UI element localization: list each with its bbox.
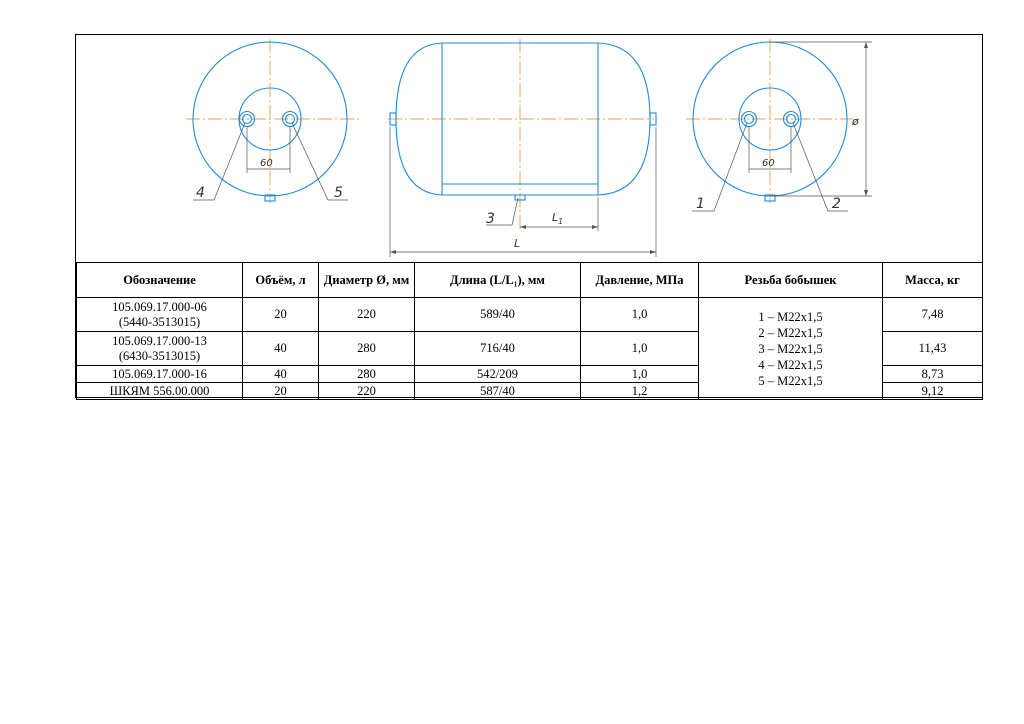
thread-item: 3 – М22х1,5 (758, 341, 823, 356)
cell-designation: ШКЯМ 556.00.000 (77, 383, 243, 400)
cell-volume: 20 (243, 298, 319, 332)
cell-designation: 105.069.17.000-06 (5440-3513015) (77, 298, 243, 332)
thread-item: 1 – М22х1,5 (758, 309, 823, 324)
cell-mass: 8,73 (883, 366, 983, 383)
cell-volume: 40 (243, 366, 319, 383)
cell-volume: 20 (243, 383, 319, 400)
thread-item: 5 – М22х1,5 (758, 373, 823, 388)
technical-drawing (76, 35, 982, 262)
cell-length: 589/40 (415, 298, 581, 332)
cell-length: 716/40 (415, 332, 581, 366)
side-view (388, 39, 656, 257)
left-end-view (186, 39, 361, 203)
table-row (77, 298, 983, 332)
callout-5: 5 (334, 185, 343, 201)
cell-pressure: 1,0 (581, 332, 699, 366)
cell-diameter: 220 (319, 298, 415, 332)
cell-length: 542/209 (415, 366, 581, 383)
cell-designation: 105.069.17.000-16 (77, 366, 243, 383)
cell-pressure: 1,2 (581, 383, 699, 400)
left-pitch-dim: 60 (260, 158, 273, 169)
header-mass: Масса, кг (883, 263, 983, 298)
drawing-sheet (75, 34, 983, 398)
header-volume: Объём, л (243, 263, 319, 298)
cell-mass: 11,43 (883, 332, 983, 366)
cell-threads (699, 298, 883, 400)
shell-length-dim: L (514, 237, 521, 250)
spec-table (76, 262, 983, 400)
cell-diameter: 280 (319, 366, 415, 383)
right-pitch-dim: 60 (762, 158, 775, 169)
header-designation: Обозначение (77, 263, 243, 298)
table-header-row (77, 263, 983, 298)
header-length: Длина (L/L₁), мм (415, 263, 581, 298)
cell-volume: 40 (243, 332, 319, 366)
callout-3: 3 (486, 211, 495, 227)
cell-diameter: 220 (319, 383, 415, 400)
callout-4: 4 (196, 185, 205, 201)
drawing-svg (76, 35, 982, 262)
header-diameter: Диаметр Ø, мм (319, 263, 415, 298)
header-threads: Резьба бобышек (699, 263, 883, 298)
right-end-view (686, 39, 872, 212)
cell-diameter: 280 (319, 332, 415, 366)
diameter-dim: ø (852, 115, 859, 128)
thread-item: 2 – М22х1,5 (758, 325, 823, 340)
cell-designation: 105.069.17.000-13 (6430-3513015) (77, 332, 243, 366)
cell-pressure: 1,0 (581, 298, 699, 332)
cell-pressure: 1,0 (581, 366, 699, 383)
thread-item: 4 – М22х1,5 (758, 357, 823, 372)
boss-length-dim: $L_1$ (552, 211, 564, 226)
header-pressure: Давление, МПа (581, 263, 699, 298)
callout-1: 1 (696, 196, 705, 212)
callout-2: 2 (832, 196, 841, 212)
cell-length: 587/40 (415, 383, 581, 400)
cell-mass: 9,12 (883, 383, 983, 400)
cell-mass: 7,48 (883, 298, 983, 332)
